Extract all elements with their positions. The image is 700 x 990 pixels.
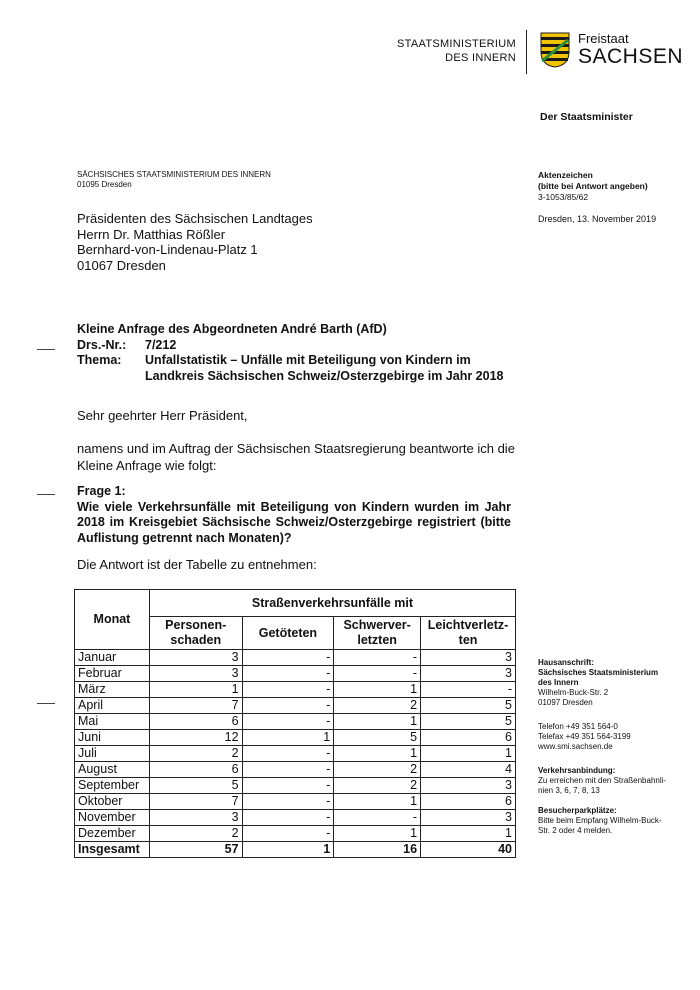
ministry-line1: STAATSMINISTERIUM [397,38,516,50]
file-ref-number: 3-1053/85/62 [538,192,589,202]
fold-mark-2 [37,494,55,495]
sidebar-contact [538,722,631,752]
value-cell: 1 [242,842,334,858]
value-cell: 1 [334,794,421,810]
address-label: Hausanschrift: [538,658,595,667]
value-cell: - [334,810,421,826]
sender-address [77,170,271,190]
address-line2: des Innern [538,678,579,687]
recipient-address [77,211,313,273]
salutation: Sehr geehrter Herr Präsident, [77,408,248,423]
address-line1: Sächsisches Staatsministerium [538,668,659,677]
ministry-name [360,37,516,65]
value-cell: 5 [334,730,421,746]
sidebar-transport [538,766,666,796]
value-cell: - [242,794,334,810]
value-cell: 3 [421,810,516,826]
month-cell: April [75,698,150,714]
recipient-line1: Präsidenten des Sächsischen Landtages [77,211,313,226]
sidebar-address [538,658,658,708]
letter-date: Dresden, 13. November 2019 [538,214,657,224]
month-cell: Februar [75,666,150,682]
header-col-0: Personen- schaden [149,617,242,650]
drs-value: 7/212 [145,337,177,352]
value-cell: 2 [334,762,421,778]
header-month: Monat [75,590,150,650]
letterhead-divider [526,30,527,74]
month-cell: Insgesamt [75,842,150,858]
thema-line1: Unfallstatistik – Unfälle mit Beteiligung von Kindern im [145,353,471,367]
table-row [75,714,516,730]
header-col-3: Leichtverletz- ten [421,617,516,650]
question-block [77,484,511,546]
header-col-1: Getöteten [242,617,334,650]
saxony-coat-of-arms-icon [540,32,570,68]
table-row [75,730,516,746]
sidebar-parking [538,806,662,836]
value-cell: 40 [421,842,516,858]
month-cell: Juni [75,730,150,746]
value-cell: 1 [149,682,242,698]
file-ref-label2: (bitte bei Antwort angeben) [538,181,648,191]
value-cell: - [242,826,334,842]
value-cell: 3 [149,810,242,826]
intro-text [77,441,515,474]
value-cell: 1 [334,714,421,730]
value-cell: 6 [149,714,242,730]
table-row [75,810,516,826]
recipient-line4: 01067 Dresden [77,257,166,273]
value-cell: 2 [149,746,242,762]
value-cell: 2 [334,698,421,714]
address-line4: 01097 Dresden [538,698,593,707]
month-cell: Oktober [75,794,150,810]
value-cell: - [242,810,334,826]
intro-line2: Kleine Anfrage wie folgt: [77,457,217,473]
value-cell: 6 [421,794,516,810]
table-row [75,682,516,698]
table-row [75,826,516,842]
value-cell: 1 [421,746,516,762]
value-cell: - [242,746,334,762]
recipient-line3: Bernhard-von-Lindenau-Platz 1 [77,242,258,257]
value-cell: - [242,698,334,714]
logo-freistaat: Freistaat [578,31,629,46]
subject-drs [77,338,504,354]
month-cell: August [75,762,150,778]
month-cell: März [75,682,150,698]
phone: Telefon +49 351 564-0 [538,722,618,731]
punch-mark [37,703,55,704]
value-cell: - [334,666,421,682]
fold-mark-1 [37,349,55,350]
subject-block [77,322,504,384]
transport-line1: Zu erreichen mit den Straßenbahnli- [538,776,667,785]
value-cell: - [242,714,334,730]
total-row [75,842,516,858]
recipient-line2: Herrn Dr. Matthias Rößler [77,226,226,242]
table-row [75,762,516,778]
sender-line1: SÄCHSISCHES STAATSMINISTERIUM DES INNERN [77,170,271,179]
question-label: Frage 1: [77,484,126,498]
value-cell: - [242,666,334,682]
accident-table [74,589,516,858]
value-cell: 6 [421,730,516,746]
value-cell: 3 [149,650,242,666]
value-cell: 7 [149,794,242,810]
table-row [75,650,516,666]
table-row [75,666,516,682]
logo-sachsen: SACHSEN [578,45,684,68]
value-cell: 2 [149,826,242,842]
value-cell: 2 [334,778,421,794]
value-cell: 1 [334,682,421,698]
file-reference [538,170,648,203]
value-cell: - [242,762,334,778]
value-cell: 16 [334,842,421,858]
transport-line2: nien 3, 6, 7, 8, 13 [538,786,600,795]
value-cell: - [242,778,334,794]
value-cell: 57 [149,842,242,858]
parking-line2: Str. 2 oder 4 melden. [538,826,613,835]
month-cell: Dezember [75,826,150,842]
header-col-2: Schwerver- letzten [334,617,421,650]
value-cell: 1 [334,746,421,762]
header-group: Straßenverkehrsunfälle mit [149,590,515,617]
month-cell: November [75,810,150,826]
value-cell: 4 [421,762,516,778]
parking-label: Besucherparkplätze: [538,806,617,815]
value-cell: - [421,682,516,698]
website-link[interactable]: www.smi.sachsen.de [538,742,613,751]
answer-intro: Die Antwort ist der Tabelle zu entnehmen: [77,557,317,572]
address-line3: Wilhelm-Buck-Str. 2 [538,688,609,697]
table-row [75,746,516,762]
table-row [75,778,516,794]
subject-title: Kleine Anfrage des Abgeordneten André Barth (AfD) [77,322,387,336]
month-cell: Januar [75,650,150,666]
value-cell: - [334,650,421,666]
thema-line2: Landkreis Sächsischen Schweiz/Osterzgebirge im Jahr 2018 [145,368,504,383]
value-cell: 5 [149,778,242,794]
value-cell: 1 [242,730,334,746]
table-row [75,794,516,810]
transport-label: Verkehrsanbindung: [538,766,616,775]
value-cell: 3 [421,666,516,682]
file-ref-label1: Aktenzeichen [538,170,593,180]
value-cell: 1 [421,826,516,842]
value-cell: 7 [149,698,242,714]
parking-line1: Bitte beim Empfang Wilhelm-Buck- [538,816,662,825]
value-cell: - [242,650,334,666]
month-cell: Juli [75,746,150,762]
value-cell: 3 [421,778,516,794]
value-cell: 3 [421,650,516,666]
subject-thema [77,353,504,369]
value-cell: 3 [149,666,242,682]
table-row [75,698,516,714]
intro-line1: namens und im Auftrag der Sächsischen Staatsregierung beantworte ich die [77,441,515,456]
question-text: Wie viele Verkehrsunfälle mit Beteiligung von Kindern wurden im Jahr 2018 im Kreisgebiet Sächsische Schweiz/Osterzgebirge registriert (bitte Auflistung getrennt nach Monaten)? [77,499,511,545]
month-cell: Mai [75,714,150,730]
thema-label: Thema: [77,353,122,367]
value-cell: - [242,682,334,698]
fax: Telefax +49 351 564-3199 [538,732,631,741]
minister-label: Der Staatsminister [540,111,633,123]
value-cell: 6 [149,762,242,778]
drs-label: Drs.-Nr.: [77,337,127,352]
sender-line2: 01095 Dresden [77,180,132,189]
value-cell: 12 [149,730,242,746]
ministry-line2: DES INNERN [445,52,516,64]
value-cell: 5 [421,714,516,730]
value-cell: 5 [421,698,516,714]
value-cell: 1 [334,826,421,842]
month-cell: September [75,778,150,794]
